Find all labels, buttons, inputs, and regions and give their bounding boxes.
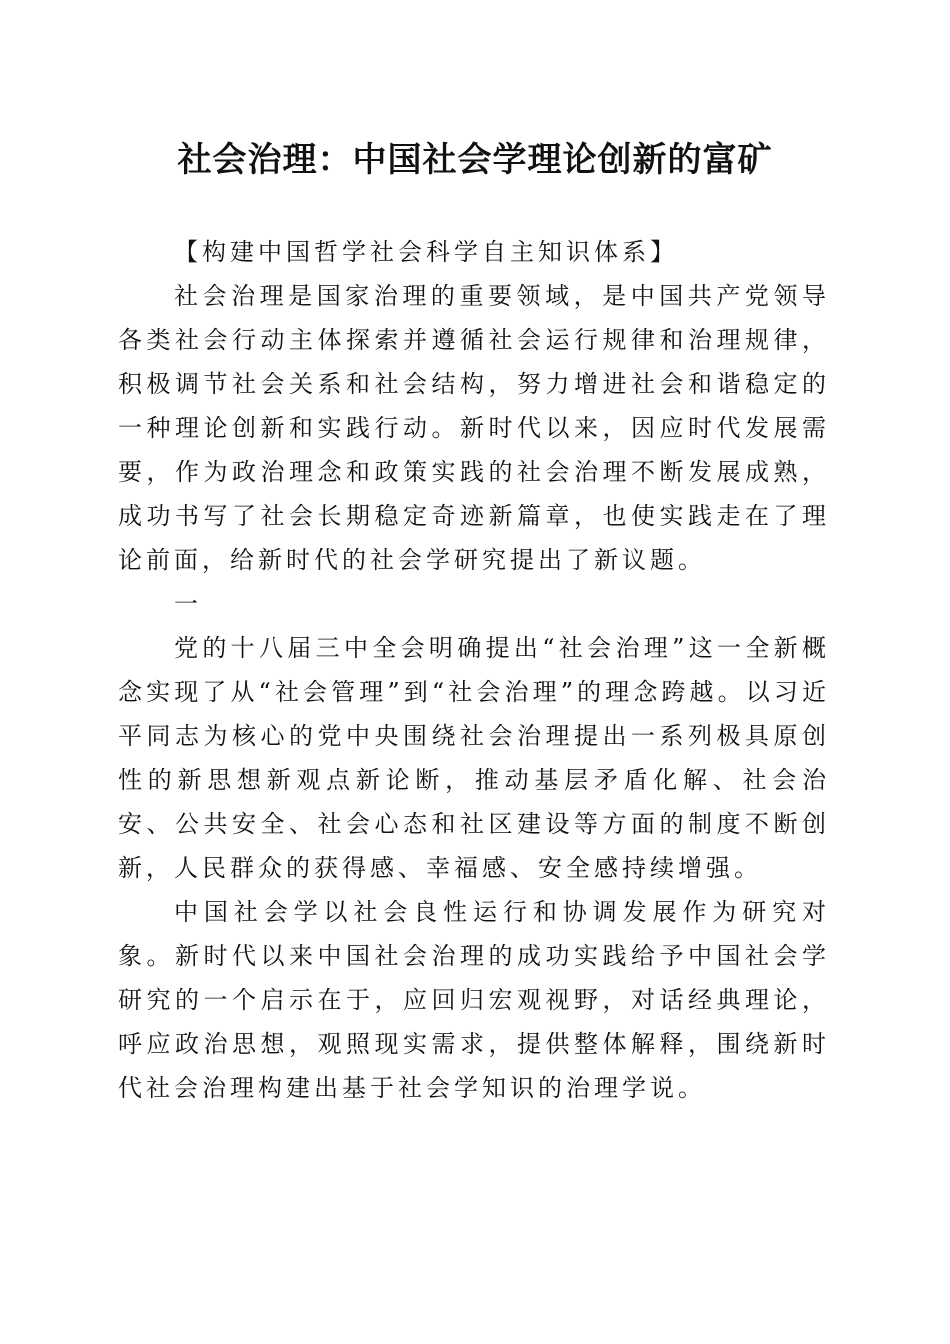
column-tag: 【构建中国哲学社会科学自主知识体系】 bbox=[174, 238, 678, 266]
article-title: 社会治理：中国社会学理论创新的富矿 bbox=[177, 140, 773, 180]
paragraph-3: 中国社会学以社会良性运行和协调发展作为研究对象。新时代以来中国社会治理的成功实践给予中国社会学研究的一个启示在于，应回归宏观视野，对话经典理论，呼应政治思想，观照现实需求，提供整体解释，围绕新时代社会治理构建出基于社会学知识的治理学说。 bbox=[118, 898, 830, 1102]
section-number: 一 bbox=[174, 590, 202, 618]
paragraph-intro: 社会治理是国家治理的重要领域，是中国共产党领导各类社会行动主体探索并遵循社会运行规律和治理规律，积极调节社会关系和社会结构，努力增进社会和谐稳定的一种理论创新和实践行动。新时代以来，因应时代发展需要，作为政治理念和政策实践的社会治理不断发展成熟，成功书写了社会长期稳定奇迹新篇章，也使实践走在了理论前面，给新时代的社会学研究提出了新议题。 bbox=[118, 282, 830, 574]
article-body bbox=[118, 230, 830, 1110]
paragraph-2: 党的十八届三中全会明确提出“社会治理”这一全新概念实现了从“社会管理”到“社会治理”的理念跨越。以习近平同志为核心的党中央围绕社会治理提出一系列极具原创性的新思想新观点新论断，推动基层矛盾化解、社会治安、公共安全、社会心态和社区建设等方面的制度不断创新，人民群众的获得感、幸福感、安全感持续增强。 bbox=[118, 634, 830, 882]
